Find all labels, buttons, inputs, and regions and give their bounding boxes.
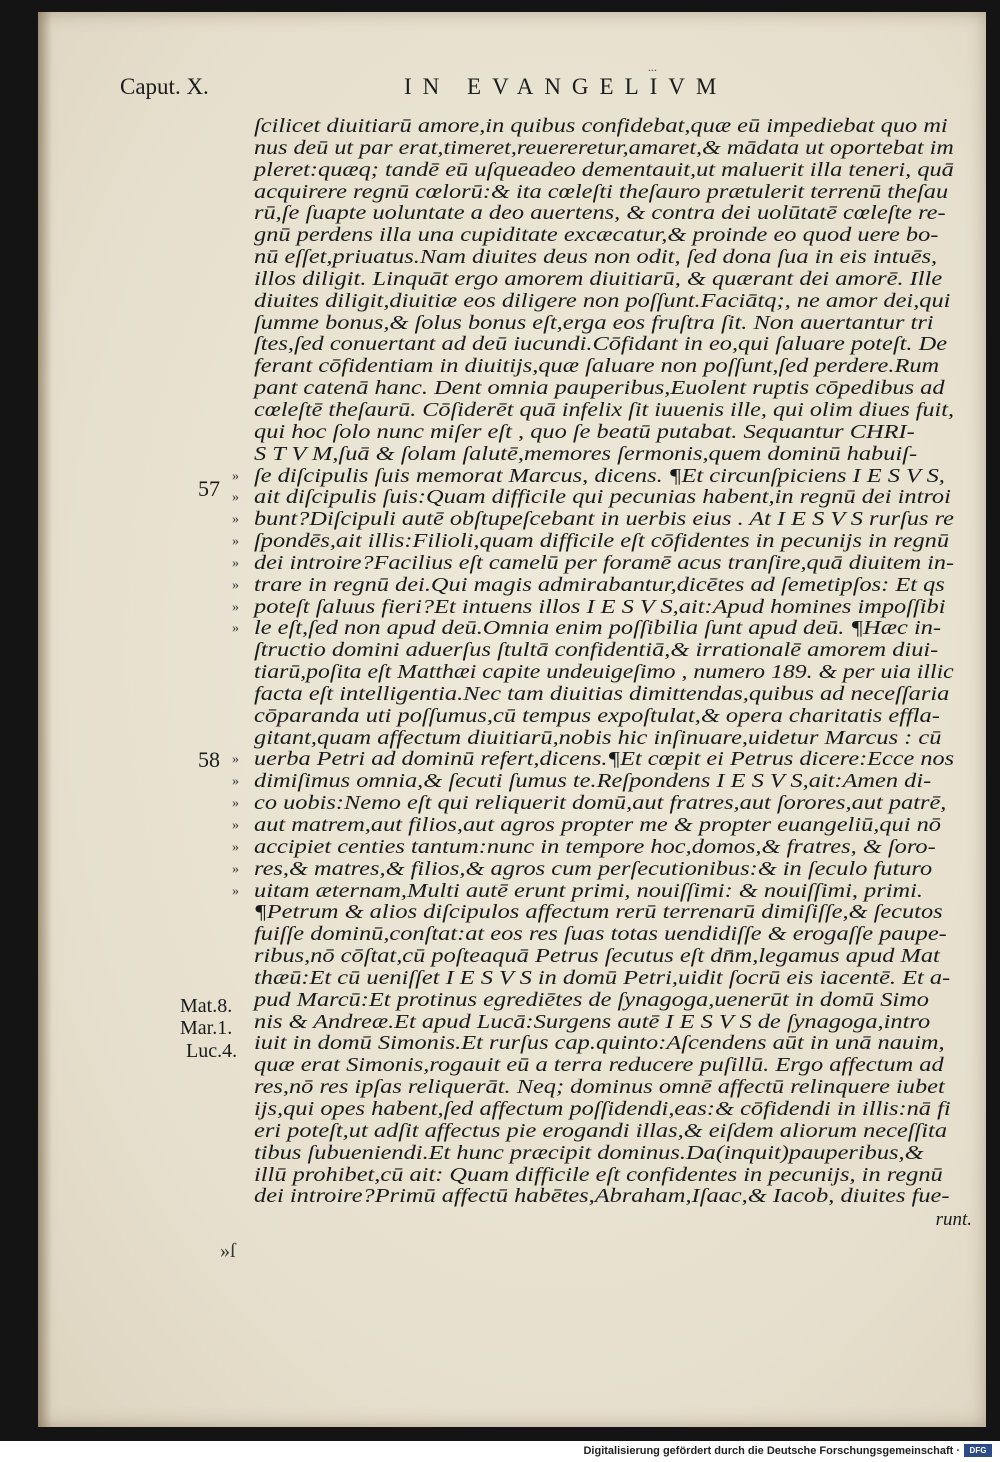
running-head	[38, 60, 986, 114]
text-line-content: ſtes,ſed conuertant ad deū iucundi.Cōfidant in eo,qui ſaluare poteſt. De	[254, 334, 948, 356]
text-line-content: trare in regnū dei.Qui magis admirabantur,dicētes ad ſemetipſos: Et qs	[254, 574, 945, 596]
quotation-marker: »	[232, 577, 239, 593]
quotation-marker: »	[232, 555, 239, 571]
text-line-content: quæ erat Simonis,rogauit eū a terra reducere puſillū. Ergo affectum ad	[254, 1055, 944, 1077]
text-line-content: uitam æternam,Multi autē erunt primi, nouiſſimi: & nouiſſimi, primi.	[254, 880, 923, 902]
text-line-content: le eſt,ſed non apud deū.Omnia enim poſſibilia ſunt apud deū. ¶Hæc in-	[254, 618, 942, 640]
text-line	[254, 728, 962, 750]
text-line-content: acquirere regnū cœlorū:& ita cœleſti theſauro prætulerit terrenū theſau	[254, 181, 949, 203]
text-line	[254, 946, 962, 968]
text-line	[254, 247, 962, 269]
text-line-content: ſe diſcipulis ſuis memorat Marcus, dicens. ¶Et circunſpiciens I E S V S,	[254, 465, 945, 487]
text-line-content: gitant,quam affectum diuitiarū,nobis hic inſinuare,uidetur Marcus : cū	[254, 727, 942, 749]
text-line	[254, 924, 962, 946]
text-line	[254, 334, 962, 356]
text-line-content: pant catenā hanc. Dent omnia pauperibus,Euolent ruptis cōpedibus ad	[254, 378, 945, 400]
text-line	[254, 1186, 962, 1208]
printer-mark: ...	[648, 60, 657, 74]
text-line	[254, 116, 962, 138]
text-line	[254, 291, 962, 313]
text-line-content: ferant cōfidentiam in diuitijs,quæ ſaluare non poſſunt,ſed perdere.Rum	[254, 356, 940, 378]
text-line-content: uerba Petri ad dominū refert,dicens.¶Et cœpit ei Petrus dicere:Ecce nos	[254, 749, 955, 771]
text-line-content: accipiet centies tantum:nunc in tempore hoc,domos,& fratres, & ſoro-	[254, 836, 936, 858]
quotation-marker: »	[232, 490, 239, 506]
text-line-content: illos diligit. Linquāt ergo amorem diuitiarū, & quærant dei amorē. Ille	[254, 268, 943, 290]
text-line	[254, 182, 962, 204]
text-line	[254, 1099, 962, 1121]
text-line	[254, 138, 962, 160]
text-line-content: diuites diligit,diuitiæ eos diligere non poſſunt.Faciātq;, ne amor dei,qui	[254, 290, 951, 312]
quotation-marker: »	[232, 599, 239, 615]
digitization-footer	[0, 1441, 1000, 1462]
quotation-marker: »	[232, 818, 239, 833]
text-line-content: pud Marcū:Et protinus egrediētes de ſynagoga,uenerūt in domū Simo	[254, 989, 929, 1011]
text-line-content: nū eſſet,priuatus.Nam diuites deus non odit, ſed dona ſua in eis intuēs,	[254, 247, 938, 269]
text-line	[254, 378, 962, 400]
text-line	[232, 858, 962, 881]
text-line-content: thæū:Et cū ueniſſet I E S V S in domū Petri,uidit ſocrū eis iacentē. Et a-	[254, 967, 951, 989]
page-binding-shadow	[38, 12, 52, 1427]
text-line	[232, 596, 962, 619]
text-line	[232, 836, 962, 859]
text-line-content: nus deū ut par erat,timeret,reuereretur,amaret,& mādata ut oportebat im	[254, 137, 954, 159]
text-line-content: dei introire?Facilius eſt camelū per foramē acus tranſire,quā diuitem in-	[254, 552, 954, 574]
chapter-label: Caput. X.	[120, 74, 209, 99]
margin-reference-matthew: Mat.8.	[180, 995, 233, 1017]
margin-reference-luke: Luc.4.	[186, 1040, 238, 1062]
text-line-content: res,& matres,& filios,& agros cum perſecutionibus:& in ſeculo futuro	[254, 858, 933, 880]
text-line-content: co uobis:Nemo eſt qui reliquerit domū,aut fratres,aut ſorores,aut patrē,	[254, 793, 947, 815]
text-line	[232, 618, 962, 640]
text-line	[254, 160, 962, 182]
quotation-marker: »	[232, 883, 239, 899]
text-line-content: pleret:quæq; tandē eū uſqueadeo dementauit,ut maluerit illa teneri, quā	[254, 159, 954, 181]
text-line	[254, 1012, 962, 1034]
text-line-content: gnū perdens illa una cupiditate excæcatur,& proinde eo quod uere bo-	[254, 225, 939, 247]
text-line	[232, 749, 962, 771]
text-line	[254, 1077, 962, 1099]
text-line-content: nis & Andreæ.Et apud Lucā:Surgens autē I E S V S de ſynagoga,intro	[254, 1011, 931, 1033]
body-text	[232, 116, 962, 1208]
text-line	[254, 706, 962, 728]
text-line-content: dimiſimus omnia,& ſecuti ſumus te.Reſpondens I E S V S,ait:Amen di-	[254, 771, 932, 793]
text-line-content: tiarū,poſita eſt Matthæi capite undeuigeſimo , numero 189. & per uia illic	[254, 662, 954, 684]
text-line-content: ijs,qui opes habent,ſed affectum poſſidendi,eas:& cōfidendi in illis:nā fi	[254, 1098, 951, 1120]
text-line	[254, 1165, 962, 1187]
margin-number-58: 58	[198, 747, 220, 772]
text-line-content: tibus ſubueniendi.Et hunc præcipit dominus.Da(inquit)pauperibus,&	[254, 1142, 924, 1164]
quotation-marker: »	[232, 752, 239, 768]
text-line-content: res,nō res ipſas reliquerāt. Neq; dominus omnē affectū relinquere iubet	[254, 1077, 945, 1099]
text-line-content: ribus,nō cōſtat,cū poſteaquā Petrus ſecutus eſt dn̄m,legamus apud Mat	[254, 946, 940, 968]
text-line	[232, 793, 962, 815]
text-line	[254, 444, 962, 466]
text-line	[254, 356, 962, 378]
quotation-marker: »	[232, 468, 239, 484]
text-line	[254, 684, 962, 706]
dfg-logo: DFG	[964, 1444, 992, 1457]
text-line	[232, 465, 962, 488]
quotation-marker: »	[232, 621, 239, 637]
quotation-marker: »	[232, 861, 239, 877]
text-line	[254, 662, 962, 684]
running-title: IN EVANGELIVM	[404, 74, 728, 99]
text-line-content: ¶Petrum & alios diſcipulos affectum rerū terrenarū dimiſiſſe,& ſecutos	[254, 902, 943, 924]
book-page	[38, 12, 986, 1427]
text-line	[232, 771, 962, 793]
text-line	[254, 902, 962, 924]
text-line-content: eri poteſt,ut adſit affectus pie erogandi illas,& eiſdem aliorum neceſſita	[254, 1120, 948, 1142]
text-line-content: illū prohibet,cū ait: Quam difficile eſt confidentes in pecunijs, in regnū	[254, 1164, 943, 1186]
funding-credit: Digitalisierung gefördert durch die Deutsche Forschungsgemeinschaft ·	[583, 1445, 960, 1457]
margin-number-57: 57	[198, 476, 220, 501]
text-line-content: qui hoc ſolo nunc miſer eſt , quo ſe beatū putabat. Sequantur CHRI-	[254, 421, 915, 443]
text-line-content: ait diſcipulis ſuis:Quam difficile qui pecunias habent,in regnū dei introi	[254, 487, 951, 509]
text-line	[254, 203, 962, 225]
text-line	[232, 487, 962, 509]
text-line	[254, 968, 962, 990]
text-line-content: dei introire?Primū affectū habētes,Abraham,Iſaac,& Iacob, diuites fue-	[254, 1186, 950, 1208]
text-line-content: aut matrem,aut filios,aut agros propter me & propter euangeliū,qui nō	[254, 815, 941, 836]
text-line-content: ſumme bonus,& ſolus bonus eſt,erga eos fruſtra ſit. Non auertantur tri	[254, 312, 934, 334]
text-line	[254, 1121, 962, 1143]
quotation-marker: »	[232, 796, 239, 812]
quotation-marker: »	[232, 534, 239, 550]
text-line-content: ſcilicet diuitiarū amore,in quibus confidebat,quæ eū impediebat quo mi	[254, 116, 948, 137]
text-line	[232, 574, 962, 597]
text-line-content: cōparanda uti poſſumus,cū tempus expoſtulat,& opera charitatis effla-	[254, 705, 940, 727]
quotation-marker: »	[232, 512, 239, 528]
text-line	[254, 422, 962, 444]
text-line	[254, 1055, 962, 1077]
signature-mark: »ſ	[220, 1240, 236, 1262]
text-line-content: ſpondēs,ait illis:Filioli,quam difficile eſt cōfidentes in pecunijs in regnū	[254, 531, 950, 553]
text-line-content: poteſt ſaluus fieri?Et intuens illos I E S V S,ait:Apud homines impoſſibi	[254, 596, 946, 618]
text-line	[254, 225, 962, 247]
text-line	[232, 509, 962, 531]
text-line	[232, 552, 962, 575]
text-line	[254, 313, 962, 335]
text-line-content: cœleſtē theſaurū. Cōſiderēt quā infelix ſit iuuenis ille, qui olim diues fuit,	[254, 399, 955, 421]
text-line	[232, 531, 962, 553]
quotation-marker: »	[232, 774, 239, 790]
text-line-content: iuit in domū Simonis.Et rurſus cap.quinto:Aſcendens aūt in unā nauim,	[254, 1033, 945, 1055]
text-line	[254, 990, 962, 1012]
text-line-content: fuiſſe dominū,conſtat:at eos res ſuas totas uendidiſſe & erogaſſe paupe-	[254, 924, 947, 946]
text-line-content: S T V M,ſuā & ſolam ſalutē,memores ſermonis,quem dominū habuiſ-	[254, 443, 918, 465]
text-line-content: bunt?Diſcipuli autē obſtupeſcebant in uerbis eius . At I E S V S rurſus re	[254, 509, 954, 531]
text-line-content: facta eſt intelligentia.Nec tam diuitias dimittendas,quibus ad neceſſaria	[254, 683, 950, 705]
text-line-content: ſtructio domini aduerſus ſtultā confidentiā,& irrationalē amorem diui-	[254, 640, 939, 662]
text-line	[254, 640, 962, 662]
text-line-content: rū,ſe ſuapte uoluntate a deo auertens, & contra dei uolūtatē cœleſte re-	[254, 203, 946, 225]
quotation-marker: »	[232, 839, 239, 855]
text-line	[254, 1033, 962, 1055]
text-line	[232, 880, 962, 903]
catchword: runt.	[935, 1209, 972, 1230]
text-line	[254, 400, 962, 422]
margin-reference-mark: Mar.1.	[180, 1017, 233, 1039]
text-line	[254, 1143, 962, 1165]
text-line	[254, 269, 962, 291]
text-line	[232, 815, 962, 837]
